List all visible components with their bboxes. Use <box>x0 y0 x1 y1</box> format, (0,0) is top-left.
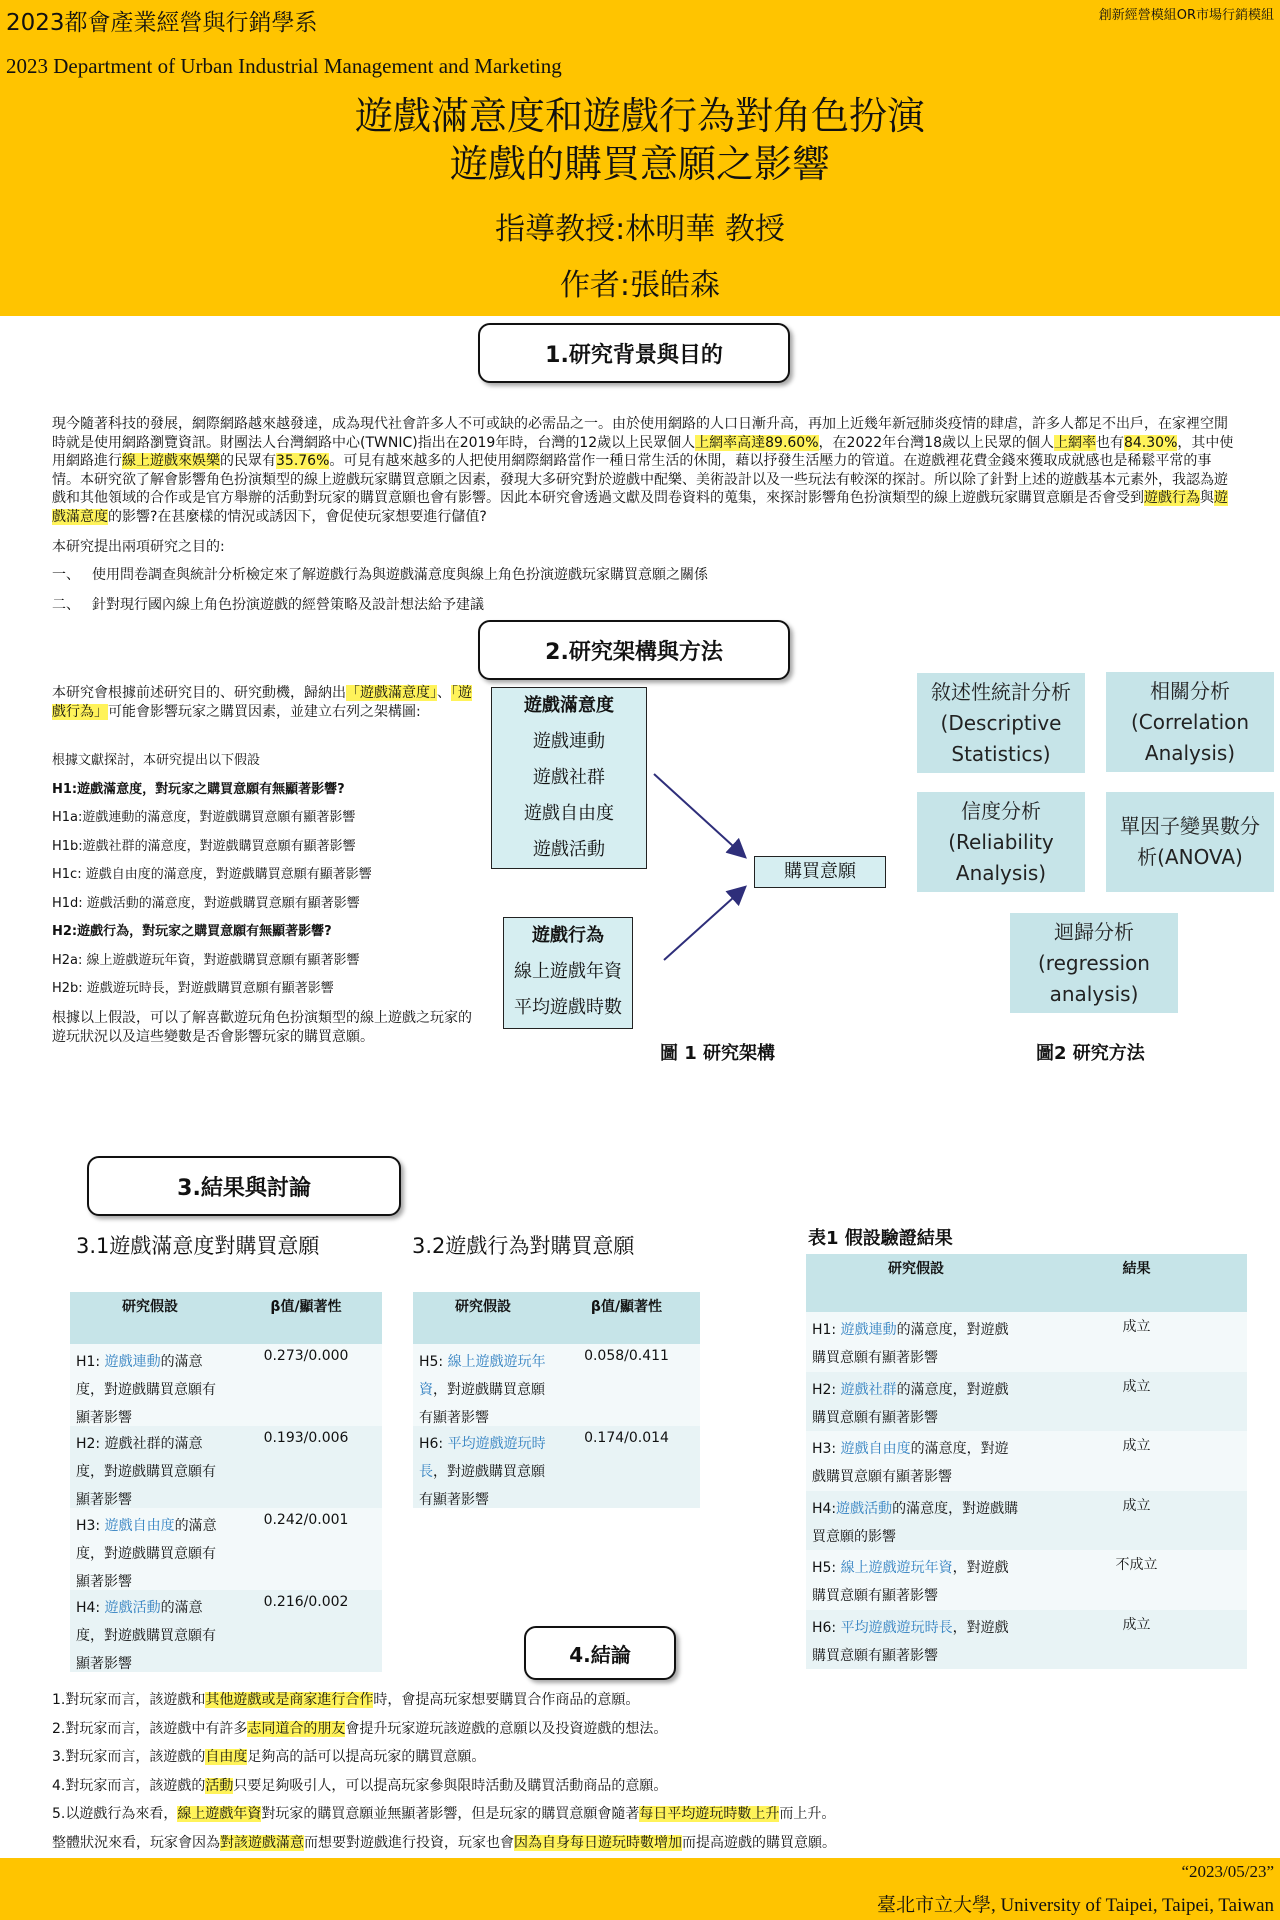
poster-title-line1: 遊戲滿意度和遊戲行為對角色扮演 <box>354 94 925 138</box>
col-beta: β值/顯著性 <box>270 1299 342 1315</box>
group-label: 創新經營模組OR市場行銷模組 <box>1098 8 1274 23</box>
dept-en: 2023 Department of Urban Industrial Management and Marketing <box>6 54 562 78</box>
cell-result: 不成立 <box>1115 1557 1158 1573</box>
satisfaction-item: 遊戲自由度 <box>524 803 614 824</box>
table-row <box>413 1426 700 1508</box>
text-run: 3.對玩家而言，該遊戲的 <box>52 1749 206 1765</box>
hyp-prefix: H5: <box>419 1354 448 1370</box>
arrow-satisfaction <box>654 774 744 856</box>
cell-result: 成立 <box>1122 1319 1151 1335</box>
satisfaction-item: 遊戲活動 <box>533 839 605 860</box>
section4-heading: 4.結論 <box>524 1626 676 1680</box>
purpose-text: 使用問卷調查與統計分析檢定來了解遊戲行為與遊戲滿意度與線上角色扮演遊戲玩家購買意願之關係 <box>92 567 708 583</box>
text-run: 可能會影響玩家之購買因素，並建立右列之架構圖: <box>108 703 421 720</box>
hyp-suffix: 的滿意度，對遊戲購買意願有顯著影響 <box>812 1441 1009 1485</box>
highlighted-text: 上網率高達89.60% <box>695 434 819 451</box>
footer-university: 臺北市立大學, University of Taipei, Taipei, Taiwan <box>876 1895 1274 1916</box>
method-correlation <box>1106 672 1274 772</box>
poster-title-line2: 遊戲的購買意願之影響 <box>449 142 830 186</box>
subheading-3-2: 3.2遊戲行為對購買意願 <box>412 1234 635 1258</box>
highlighted-text: 對該遊戲滿意 <box>220 1834 304 1851</box>
behavior-item: 線上遊戲年資 <box>514 961 622 982</box>
purpose-text: 針對現行國內線上角色扮演遊戲的經營策略及設計想法給予建議 <box>92 597 484 613</box>
highlighted-text: 每日平均遊玩時數上升 <box>639 1806 780 1822</box>
satisfaction-box <box>491 687 647 869</box>
text-run: 的影響?在甚麼樣的情況或誘因下，會促使玩家想要進行儲值? <box>108 508 487 525</box>
highlighted-text: 「遊戲滿意度」 <box>346 685 437 701</box>
hyp-suffix: 的滿意度，對遊戲購買意願有顯著影響 <box>76 1600 216 1672</box>
section3-heading: 3.結果與討論 <box>87 1156 401 1216</box>
highlighted-text: 其他遊戲或是商家進行合作 <box>205 1692 374 1708</box>
highlighted-text: 「遊戲行為」 <box>52 685 472 720</box>
conclusion-line <box>52 1800 1252 1829</box>
method-line: (Reliability <box>948 829 1054 854</box>
behavior-item: 平均遊戲時數 <box>514 997 622 1018</box>
table-row <box>806 1431 1247 1491</box>
hyp-keyword: 平均遊戲遊玩時長 <box>840 1619 953 1636</box>
text-run: ，其中使用網路進行 <box>52 434 1234 469</box>
text-run: 4.對玩家而言，該遊戲的 <box>52 1777 206 1794</box>
footer-date: “2023/05/23” <box>1181 1862 1274 1881</box>
table-row <box>70 1426 382 1508</box>
section2-heading: 2.研究架構與方法 <box>478 620 790 680</box>
method-line: Analysis) <box>1144 740 1236 765</box>
hyp-suffix: 的滿意度，對遊戲購買意願有顯著影響 <box>76 1354 216 1426</box>
method-line: (regression <box>1038 950 1150 975</box>
table-row <box>806 1491 1247 1551</box>
footer-banner <box>0 1858 1280 1920</box>
highlighted-text: 35.76% <box>276 453 330 469</box>
cell-hypothesis <box>70 1508 230 1590</box>
conclusion-line <box>52 1686 1252 1715</box>
method-descriptive <box>917 673 1085 773</box>
hyp-suffix: ，對遊戲購買意願有顯著影響 <box>419 1382 545 1426</box>
highlighted-text: 遊戲行為 <box>1144 490 1200 506</box>
hypothesis-line: H2:遊戲行為，對玩家之購買意願有無顯著影響? <box>52 924 332 939</box>
purpose-num: 一、 <box>52 567 80 583</box>
highlighted-text: 上網率 <box>1053 434 1096 451</box>
purpose-list <box>52 566 708 626</box>
hyp-prefix: H6: <box>812 1619 841 1636</box>
cell-beta: 0.174/0.014 <box>584 1430 669 1446</box>
conclusion-line <box>52 1829 1252 1858</box>
cell-hypothesis <box>413 1344 553 1426</box>
cell-result: 成立 <box>1122 1438 1151 1454</box>
hyp-keyword: 線上遊戲遊玩年資 <box>419 1354 546 1398</box>
hyp-keyword: 遊戲活動 <box>104 1600 161 1616</box>
section2-intro <box>52 684 472 721</box>
hyp-prefix: H2: 遊戲社群的滿意度，對遊戲購買意願有顯著影響 <box>76 1436 216 1508</box>
hyp-prefix: H4: <box>76 1600 105 1616</box>
col-hypothesis: 研究假設 <box>122 1299 178 1315</box>
hypothesis-line: H2a: 線上遊戲遊玩年資，對遊戲購買意願有顯著影響 <box>52 952 360 968</box>
col-hypothesis: 研究假設 <box>455 1299 511 1315</box>
hypothesis-line: H1:遊戲滿意度，對玩家之購買意願有無顯著影響? <box>52 781 345 797</box>
text-run: 會提升玩家遊玩該遊戲的意願以及投資遊戲的想法。 <box>345 1720 668 1737</box>
hyp-suffix: ，對遊戲購買意願有顯著影響 <box>419 1464 545 1508</box>
table-header <box>806 1254 1247 1312</box>
cell-hypothesis <box>806 1372 1026 1432</box>
highlighted-text: 線上遊戲來娛樂 <box>122 453 220 469</box>
conclusion-list <box>52 1686 1252 1857</box>
col-result: 結果 <box>1122 1261 1151 1277</box>
hyp-keyword: 線上遊戲遊玩年資 <box>840 1560 953 1576</box>
hyp-prefix: H1: <box>812 1322 841 1338</box>
method-line: analysis) <box>1049 981 1139 1006</box>
cell-beta: 0.193/0.006 <box>263 1430 349 1446</box>
text-run: 、 <box>437 685 451 701</box>
conclusion-line <box>52 1743 1252 1772</box>
hypothesis-line: 根據文獻探討，本研究提出以下假設 <box>52 753 261 768</box>
text-run: 。可見有越來越多的人把使用網際網路當作一種日常生活的休閒，藉以抒發生活壓力的管道。在遊戲裡花費金錢來獲取成就感也是稀鬆平常的事情。本研究欲了解會影響角色扮演類型的線上遊戲玩家購買意願之因素，發現大多研究對於遊戲中配樂、美術設計以及一些玩法有較深的探討。所以除了針對上述的遊戲基本元素外，我認為遊戲和其他領域的合作或是官方舉辦的活動對玩家的購買意願也會有影響。因此本研究會透過文獻及問卷資料的蒐集，來探討影響角色扮演類型的線上遊戲玩家購買意願是否會受到 <box>52 453 1228 506</box>
hyp-prefix: H4: <box>812 1500 837 1517</box>
behavior-title: 遊戲行為 <box>532 925 604 946</box>
text-run: ，在2022年台灣18歲以上民眾的個人 <box>818 434 1054 451</box>
hyp-suffix: 的滿意度，對遊戲購買意願有顯著影響 <box>76 1518 217 1590</box>
text-run: 時，會提高玩家想要購買合作商品的意願。 <box>373 1692 640 1708</box>
hyp-keyword: 遊戲連動 <box>840 1322 897 1338</box>
method-line: 迴歸分析 <box>1053 919 1134 944</box>
method-regression <box>1010 913 1178 1013</box>
table-3-2-body <box>413 1344 700 1508</box>
text-run: 整體狀況來看，玩家會因為 <box>52 1834 220 1851</box>
cell-beta: 0.058/0.411 <box>584 1348 669 1364</box>
hyp-prefix: H3: <box>812 1441 841 1457</box>
framework-caption: 圖 1 研究架構 <box>660 1043 776 1064</box>
text-run: 2.對玩家而言，該遊戲中有許多 <box>52 1720 248 1737</box>
conclusion-line <box>52 1772 1252 1801</box>
table-hypothesis-results <box>806 1254 1247 1669</box>
author: 作者:張皓森 <box>559 268 721 303</box>
cell-beta: 0.273/0.000 <box>263 1348 349 1364</box>
section1-heading: 1.研究背景與目的 <box>478 323 790 383</box>
cell-hypothesis <box>806 1550 1026 1610</box>
highlighted-text: 自由度 <box>205 1749 248 1765</box>
highlighted-text: 志同道合的朋友 <box>247 1720 346 1737</box>
table-header <box>70 1292 382 1344</box>
behavior-box <box>503 917 633 1029</box>
cell-hypothesis <box>70 1426 230 1508</box>
text-run: 而上升。 <box>779 1806 836 1822</box>
method-reliability <box>917 792 1085 892</box>
dept-zh: 2023都會產業經營與行銷學系 <box>6 10 318 36</box>
hyp-keyword: 平均遊戲遊玩時長 <box>419 1436 546 1480</box>
section2-conclusion: 根據以上假設，可以了解喜歡遊玩角色扮演類型的線上遊戲之玩家的遊玩狀況以及這些變數是否會影響玩家的購買意願。 <box>52 1010 472 1045</box>
hyp-prefix: H1: <box>76 1354 105 1370</box>
hyp-keyword: 遊戲社群 <box>840 1381 897 1398</box>
method-line: Analysis) <box>955 860 1047 885</box>
cell-hypothesis <box>806 1610 1026 1670</box>
hyp-suffix: 的滿意度，對遊戲購買意願的影響 <box>812 1500 1019 1545</box>
highlighted-text: 遊戲滿意度 <box>52 490 1228 525</box>
satisfaction-item: 遊戲連動 <box>533 731 605 752</box>
satisfaction-title: 遊戲滿意度 <box>524 695 614 716</box>
method-line: 相關分析 <box>1150 678 1230 703</box>
hypothesis-line: H1d: 遊戲活動的滿意度，對遊戲購買意願有顯著影響 <box>52 895 360 911</box>
table-3-1-body <box>70 1344 382 1672</box>
cell-beta: 0.216/0.002 <box>263 1594 349 1610</box>
cell-hypothesis <box>70 1344 230 1426</box>
cell-hypothesis <box>70 1590 230 1672</box>
hypothesis-line: H1a:遊戲連動的滿意度，對遊戲購買意願有顯著影響 <box>52 810 356 825</box>
highlighted-text: 84.30% <box>1123 434 1178 451</box>
text-run: 5.以遊戲行為來看， <box>52 1806 178 1822</box>
cell-hypothesis <box>806 1431 1026 1491</box>
text-run: 也有 <box>1095 434 1124 451</box>
section1-paragraph <box>52 415 1236 526</box>
table-row <box>806 1610 1247 1670</box>
text-run: 的民眾有 <box>220 453 276 469</box>
text-run: 與 <box>1200 490 1214 506</box>
col-beta: β值/顯著性 <box>590 1299 663 1315</box>
cell-result: 成立 <box>1122 1616 1151 1633</box>
header-banner <box>0 0 1280 316</box>
subheading-3-1: 3.1遊戲滿意度對購買意願 <box>76 1234 320 1258</box>
hyp-prefix: H3: <box>76 1518 105 1534</box>
framework-arrows <box>640 760 770 970</box>
arrow-behavior <box>664 888 744 960</box>
hyp-keyword: 遊戲活動 <box>836 1500 893 1517</box>
table-row <box>806 1312 1247 1372</box>
hyp-suffix: 的滿意度，對遊戲購買意願有顯著影響 <box>812 1381 1009 1426</box>
table1-title: 表1 假設驗證結果 <box>808 1228 953 1249</box>
method-line: Statistics) <box>951 741 1051 766</box>
hyp-suffix: 的滿意度，對遊戲購買意願有顯著影響 <box>812 1322 1009 1366</box>
method-line: 析(ANOVA) <box>1137 845 1243 869</box>
methods-caption: 圖2 研究方法 <box>1036 1043 1145 1064</box>
poster-title <box>0 92 1280 188</box>
hypotheses-list <box>52 747 492 1004</box>
hypothesis-line: H1c: 遊戲自由度的滿意度，對遊戲購買意願有顯著影響 <box>52 867 372 882</box>
text-run: 而提高遊戲的購買意願。 <box>682 1834 836 1851</box>
conclusion-line <box>52 1715 1252 1744</box>
hyp-suffix: ，對遊戲購買意願有顯著影響 <box>812 1619 1009 1664</box>
satisfaction-item: 遊戲社群 <box>533 767 605 788</box>
purpose-item <box>52 566 708 596</box>
table-results-body <box>806 1312 1247 1669</box>
hyp-prefix: H5: <box>812 1560 841 1576</box>
text-run: 而想要對遊戲進行投資，玩家也會 <box>304 1834 514 1851</box>
table-3-1 <box>70 1292 382 1672</box>
table-3-2 <box>413 1292 700 1508</box>
advisor: 指導教授:林明華 教授 <box>495 212 785 247</box>
highlighted-text: 活動 <box>205 1777 234 1794</box>
hyp-keyword: 遊戲連動 <box>104 1354 161 1370</box>
table-row <box>806 1372 1247 1432</box>
hypothesis-line: H1b:遊戲社群的滿意度，對遊戲購買意願有顯著影響 <box>52 838 356 854</box>
method-anova <box>1106 792 1274 892</box>
hypothesis-line: H2b: 遊戲遊玩時長，對遊戲購買意願有顯著影響 <box>52 981 334 996</box>
outcome-box: 購買意願 <box>754 856 886 888</box>
cell-result: 成立 <box>1122 1497 1151 1514</box>
hyp-prefix: H2: <box>812 1381 841 1398</box>
cell-hypothesis <box>806 1491 1026 1551</box>
table-row <box>70 1344 382 1426</box>
cell-beta: 0.242/0.001 <box>263 1512 349 1528</box>
cell-result: 成立 <box>1122 1378 1151 1395</box>
table-row <box>70 1508 382 1590</box>
method-line: 信度分析 <box>961 798 1041 823</box>
table-row <box>806 1550 1247 1610</box>
text-run: 本研究會根據前述研究目的、研究動機，歸納出 <box>52 685 346 701</box>
text-run: 對玩家的購買意願並無顯著影響，但是玩家的購買意願會隨著 <box>261 1806 640 1822</box>
method-line: (Correlation <box>1130 709 1250 734</box>
purpose-num: 二、 <box>52 597 80 613</box>
cell-hypothesis <box>413 1426 553 1508</box>
cell-hypothesis <box>806 1312 1026 1372</box>
text-run: 只要足夠吸引人，可以提高玩家參與限時活動及購買活動商品的意願。 <box>233 1777 668 1794</box>
text-run: 1.對玩家而言，該遊戲和 <box>52 1692 206 1708</box>
hyp-keyword: 遊戲自由度 <box>104 1518 175 1534</box>
table-header <box>413 1292 700 1344</box>
col-hypothesis: 研究假設 <box>888 1261 944 1277</box>
hyp-keyword: 遊戲自由度 <box>840 1441 911 1457</box>
method-line: (Descriptive <box>940 710 1062 735</box>
purpose-intro: 本研究提出兩項研究之目的: <box>52 539 225 555</box>
table-row <box>70 1590 382 1672</box>
hyp-suffix: ，對遊戲購買意願有顯著影響 <box>812 1560 1009 1604</box>
method-line: 敘述性統計分析 <box>931 679 1071 704</box>
method-line: 單因子變異數分 <box>1120 814 1260 838</box>
text-run: 足夠高的話可以提高玩家的購買意願。 <box>247 1749 486 1765</box>
highlighted-text: 線上遊戲年資 <box>177 1806 262 1822</box>
highlighted-text: 因為自身每日遊玩時數增加 <box>514 1834 682 1851</box>
text-run: 現今隨著科技的發展，網際網路越來越發達，成為現代社會許多人不可或缺的必需品之一。由於使用網路的人口日漸升高，再加上近幾年新冠肺炎疫情的肆虐，許多人都足不出戶，在家裡空閒時就是使用網路瀏覽資訊。財團法人台灣網路中心(TWNIC)指出在2019年時，台灣的12歲以上民眾個人 <box>52 416 1228 451</box>
hyp-prefix: H6: <box>419 1436 448 1452</box>
table-row <box>413 1344 700 1426</box>
